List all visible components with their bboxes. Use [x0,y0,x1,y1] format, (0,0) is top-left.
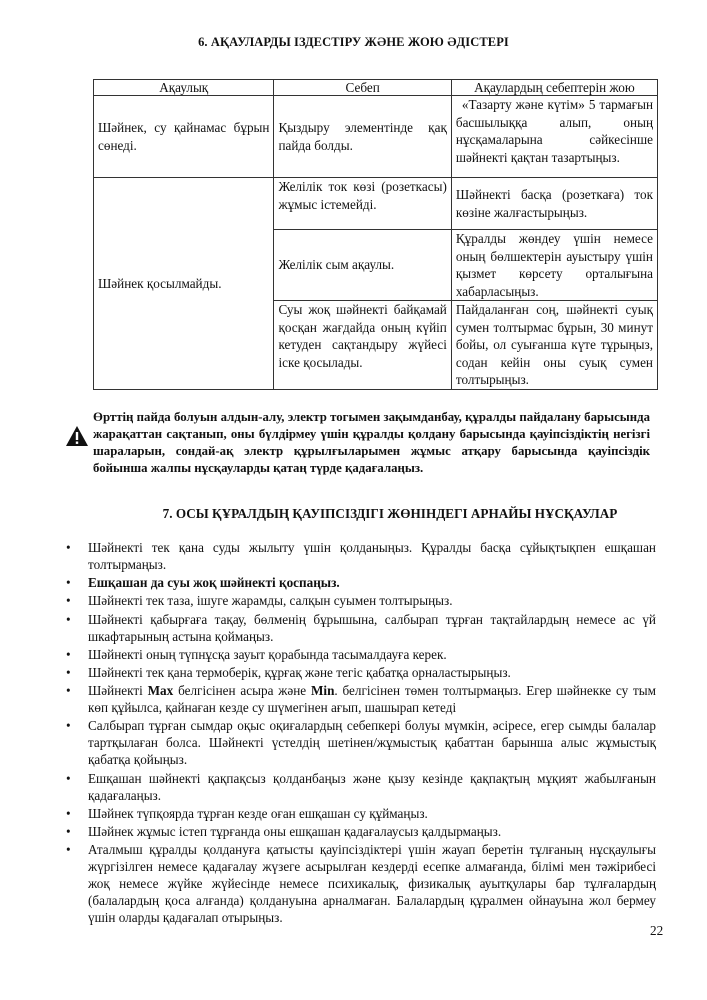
rule-text-part: белгісінен асыра және [173,683,311,699]
rule-text: Шәйнек жұмыс істеп тұрғанда оны ешқашан қадағалаусыз қалдырмаңыз. [88,823,502,839]
bullet-icon: • [66,575,71,591]
list-item [66,717,656,768]
rule-text: Шәйнекті қабырғаға тақау, бөлменің бұрышына, салбырап тұрған тақтайлардың немесе ас үй шкафтарының астына қоймаңыз. [88,611,656,644]
list-item [66,611,656,645]
cause-cell: Желілік ток көзі (розеткасы) жұмыс істемейді. [274,178,451,230]
page-number: 22 [650,923,664,938]
list-item [66,574,656,591]
fix-cell: Пайдаланған соң, шәйнекті суық сумен толтырмас бұрын, 30 минут бойы, ол суығанша күте тұрыңыз, содан кейін оны суық сумен толтырыңыз. [451,301,657,390]
fault-cell: Шәйнек қосылмайды. [94,178,274,390]
table-row [94,96,658,178]
bullet-icon: • [66,683,71,699]
cause-cell: Қыздыру элементінде қақ пайда болды. [274,96,451,178]
list-item [66,664,656,681]
bullet-icon: • [66,646,71,662]
list-item [66,646,656,663]
list-item [66,682,656,716]
rule-text: Аталмыш құралды қолдануға қатысты қауіпсіздіктері үшін жауап беретін тұлғаның нұсқаулығы жүргізілген немесе қадағалау жүзеге асырылған кездерді есепке алмағанда, білімі мен тәжірибесі жоқ немесе жүйке жүйесінде немесе психикалық, физикалық ауытқулары бар тұлғалардың (балалардың қоса алғанда) қолдануына арналмаған. Балалардың құралмен ойнауына жол бермеу үшін оларды қадағалап отырыңыз. [88,842,656,926]
fault-cell: Шәйнек, су қайнамас бұрын сөнеді. [94,96,274,178]
header-fix: Ақаулардың себептерін жою [451,80,657,96]
rule-text-part: Шәйнекті [88,683,148,699]
rule-text: Ешқашан да суы жоқ шәйнекті қоспаңыз. [88,575,340,591]
rule-text: Ешқашан шәйнекті қақпақсыз қолданбаңыз және қызу кезінде қақпақтың мұқият жабылғанын қадағалаңыз. [88,770,656,803]
troubleshooting-table [93,79,658,390]
bullet-icon: • [66,770,71,786]
bullet-icon: • [66,718,71,734]
bullet-icon: • [66,540,71,555]
rule-text: Шәйнекті тек қана суды жылыту үшін қолданыңыз. Құралды басқа сұйықтықпен ешқашан толтырмаңыз. [88,540,656,572]
bullet-icon: • [66,664,71,680]
rule-text: Салбырап тұрған сымдар оқыс оқиғалардың себепкері болуы мүмкін, әсіресе, егер сымды балалар тартқылаған болса. Шәйнекті үстелдің шетінен/жұмыстық қабаттан барынша алыс жұмыстық қабатқа қойыңыз. [88,718,656,768]
min-mark-label: Min [310,683,335,699]
cause-cell: Суы жоқ шәйнекті байқамай қосқан жағдайда оның күйіп кетуден сақтандыру жүйесі іске қосылады. [274,301,451,390]
list-item [66,770,656,804]
header-cause: Себеп [274,80,451,96]
list-item [66,823,656,840]
bullet-icon: • [66,842,71,858]
rule-text: Шәйнекті оның түпнұсқа зауыт қорабында тасымалдауға керек. [88,646,447,662]
warning-triangle-icon [65,425,89,447]
warning-text: Өрттің пайда болуын алдын-алу, электр тогымен зақымданбау, құралды пайдалану барысында жарақаттан сақтанып, оны бүлдірмеу үшін құралды қолдану барысында қауіпсіздіктің негізгі шараларын, сондай-ақ электр құрылғыларымен жұмыс атқару барысында қауіпсіздік бойынша жалпы нұсқауларды қатаң түрде қадағалаңыз. [93,410,650,475]
table-row [94,178,658,230]
cause-cell: Желілік сым ақаулы. [274,230,451,301]
list-item [66,539,656,573]
section-7-heading: 7. ОСЫ ҚҰРАЛДЫҢ ҚАУІПСІЗДІГІ ЖӨНІНДЕГІ АРНАЙЫ НҰСҚАУЛАР [162,506,618,521]
rule-text: Шәйнек түпқоярда тұрған кезде оған ешқашан су құймаңыз. [88,805,428,821]
bullet-icon: • [66,611,71,627]
list-item [66,592,656,609]
safety-rules-list [66,539,656,927]
fix-cell: Шәйнекті басқа (розеткаға) ток көзіне жалғастырыңыз. [451,178,657,230]
rule-text-part: . белгісінен төмен толтырмаңыз. Егер шәйнекке су тым көп құйылса, қайнаған кезде су шүмегінен ағып, шашырап кетеді [88,683,657,716]
list-item [66,805,656,822]
rule-text: Шәйнекті тек қана термоберік, құрғақ және тегіс қабатқа орналастырыңыз. [88,664,511,680]
section-6-heading: 6. АҚАУЛАРДЫ ІЗДЕСТІРУ ЖӘНЕ ЖОЮ ӘДІСТЕРІ [198,35,509,49]
fix-cell: «Тазарту және күтім» 5 тармағын басшылыққа алып, оның нұсқамаларына сәйкесінше шәйнекті қақтан тазартыңыз. [451,96,657,178]
table-header-row [94,80,658,96]
header-fault: Ақаулық [94,80,274,96]
max-mark-label: Max [147,683,174,699]
bullet-icon: • [66,593,71,609]
bullet-icon: • [66,823,71,839]
bullet-icon: • [66,805,71,821]
list-item [66,841,656,926]
rule-text: Шәйнекті тек таза, ішуге жарамды, салқын суымен толтырыңыз. [88,593,453,609]
fix-cell: Құралды жөндеу үшін немесе оның бөлшектерін ауыстыру үшін қызмет көрсету орталығына хабарласыңыз. [451,230,657,301]
